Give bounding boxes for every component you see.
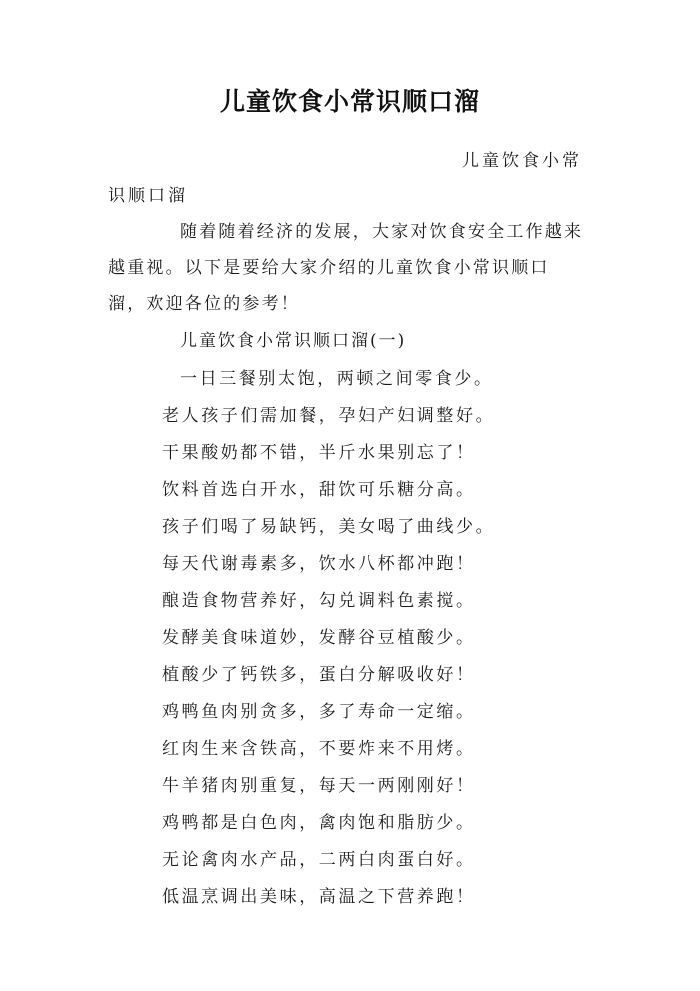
poem-line: 老人孩子们需加餐，孕妇产妇调整好。 — [162, 406, 496, 426]
poem-line: 发酵美食味道妙，发酵谷豆植酸少。 — [162, 628, 476, 648]
poem-line: 饮料首选白开水，甜饮可乐糖分高。 — [162, 480, 476, 500]
poem-line: 干果酸奶都不错，半斤水果别忘了！ — [162, 443, 476, 463]
subtitle-line-2: 识顺口溜 — [108, 186, 188, 206]
poem-line: 牛羊猪肉别重复，每天一两刚刚好！ — [162, 776, 476, 796]
poem-line: 一日三餐别太饱，两顿之间零食少。 — [180, 369, 494, 389]
poem-line: 鸡鸭都是白色肉，禽肉饱和脂肪少。 — [162, 813, 476, 833]
poem-line: 无论禽肉水产品，二两白肉蛋白好。 — [162, 850, 476, 870]
poem-line: 低温烹调出美味，高温之下营养跑！ — [162, 887, 476, 907]
intro-paragraph: 随着随着经济的发展，大家对饮食安全工作越来越重视。以下是要给大家介绍的儿童饮食小常识顺口溜，欢迎各位的参考！ — [108, 222, 584, 314]
poem-line: 孩子们喝了易缺钙，美女喝了曲线少。 — [162, 517, 496, 537]
subtitle-line-1: 儿童饮食小常 — [462, 151, 582, 171]
poem-line: 鸡鸭鱼肉别贪多，多了寿命一定缩。 — [162, 702, 476, 722]
document-title: 儿童饮食小常识顺口溜 — [219, 87, 480, 116]
section-heading: 儿童饮食小常识顺口溜(一) — [180, 331, 407, 351]
poem-line: 每天代谢毒素多，饮水八杯都冲跑！ — [162, 554, 476, 574]
poem-line: 酿造食物营养好，勾兑调料色素搅。 — [162, 591, 476, 611]
poem-line: 植酸少了钙铁多，蛋白分解吸收好！ — [162, 665, 476, 685]
poem-line: 红肉生来含铁高，不要炸来不用烤。 — [162, 739, 476, 759]
